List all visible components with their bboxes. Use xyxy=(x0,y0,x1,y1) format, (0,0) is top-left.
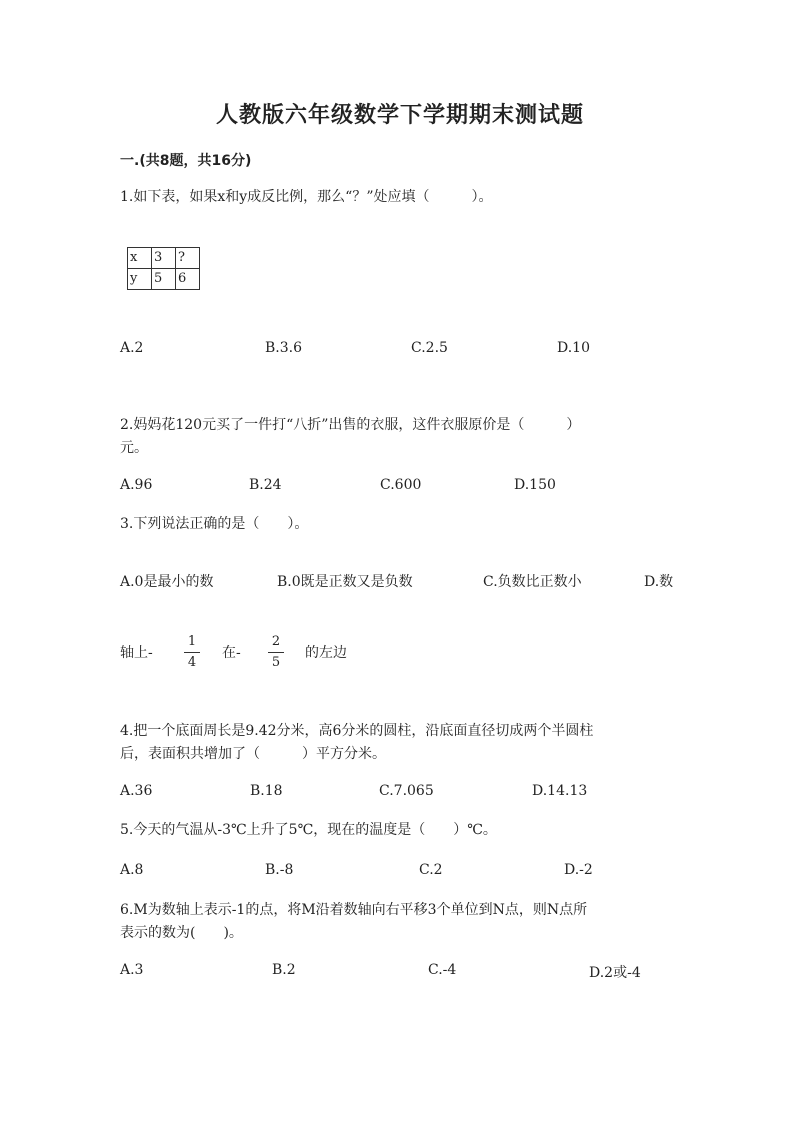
question-2-option-d: D.150 xyxy=(514,477,556,493)
table-cell: 6 xyxy=(176,269,200,290)
question-1-option-c: C.2.5 xyxy=(411,340,448,356)
table-cell: x xyxy=(128,248,152,269)
question-5-text: 5.今天的气温从-3℃上升了5℃，现在的温度是（ ）℃。 xyxy=(120,822,497,838)
question-6-option-d: D.2或-4 xyxy=(589,965,641,981)
question-4-line-1: 4.把一个底面周长是9.42分米，高6分米的圆柱，沿底面直径切成两个半圆柱 xyxy=(120,723,594,739)
question-4-line-2: 后，表面积共增加了（ ）平方分米。 xyxy=(120,746,386,762)
table-row xyxy=(128,248,200,269)
question-6-option-a: A.3 xyxy=(120,962,144,978)
question-4-option-d: D.14.13 xyxy=(532,783,588,799)
question-6-line-1: 6.M为数轴上表示-1的点，将M沿着数轴向右平移3个单位到N点，则N点所 xyxy=(120,902,588,918)
question-5-option-c: C.2 xyxy=(419,862,443,878)
question-3-option-a: A.0是最小的数 xyxy=(120,574,214,590)
table-cell: 5 xyxy=(152,269,176,290)
table-cell: y xyxy=(128,269,152,290)
question-6-option-b: B.2 xyxy=(272,962,296,978)
fraction-denominator: 4 xyxy=(187,655,197,670)
question-4-option-c: C.7.065 xyxy=(379,783,434,799)
question-5-option-d: D.-2 xyxy=(564,862,593,878)
fraction-bar xyxy=(184,652,200,653)
question-4-option-b: B.18 xyxy=(250,783,283,799)
fraction-denominator: 5 xyxy=(271,655,281,670)
question-3-option-b: B.0既是正数又是负数 xyxy=(277,574,413,590)
question-1-table xyxy=(127,247,200,290)
fraction-two-fifths xyxy=(268,634,284,671)
question-3-line-2-text: 的左边 xyxy=(305,645,347,661)
question-2-option-c: C.600 xyxy=(380,477,422,493)
question-2-option-a: A.96 xyxy=(120,477,153,493)
fraction-one-quarter xyxy=(184,634,200,671)
question-2-line-1: 2.妈妈花120元买了一件打“八折”出售的衣服，这件衣服原价是（ ） xyxy=(120,417,581,433)
question-3-text: 3.下列说法正确的是（ ）。 xyxy=(120,516,309,532)
question-6-option-c: C.-4 xyxy=(428,962,457,978)
table-cell: ? xyxy=(176,248,200,269)
fraction-numerator: 2 xyxy=(271,634,281,649)
page-title: 人教版六年级数学下学期期末测试题 xyxy=(215,103,584,128)
question-1-text: 1.如下表，如果x和y成反比例，那么“？”处应填（ ）。 xyxy=(120,189,493,205)
question-1-option-a: A.2 xyxy=(120,340,144,356)
question-3-option-d: D.数 xyxy=(644,574,674,590)
table-cell: 3 xyxy=(152,248,176,269)
section-heading: 一.(共8题，共16分) xyxy=(120,153,252,169)
table-row xyxy=(128,269,200,290)
fraction-numerator: 1 xyxy=(187,634,197,649)
question-5-option-a: A.8 xyxy=(120,862,144,878)
question-1-option-d: D.10 xyxy=(557,340,590,356)
fraction-bar xyxy=(268,652,284,653)
question-3-line-2-text: 轴上- xyxy=(120,645,153,661)
question-1-option-b: B.3.6 xyxy=(265,340,303,356)
question-5-option-b: B.-8 xyxy=(265,862,294,878)
question-3-line-2-text: 在- xyxy=(222,645,241,661)
question-2-line-2: 元。 xyxy=(120,440,148,456)
question-6-line-2: 表示的数为( )。 xyxy=(120,925,243,941)
question-2-option-b: B.24 xyxy=(249,477,282,493)
question-3-option-c: C.负数比正数小 xyxy=(483,574,582,590)
question-4-option-a: A.36 xyxy=(120,783,153,799)
